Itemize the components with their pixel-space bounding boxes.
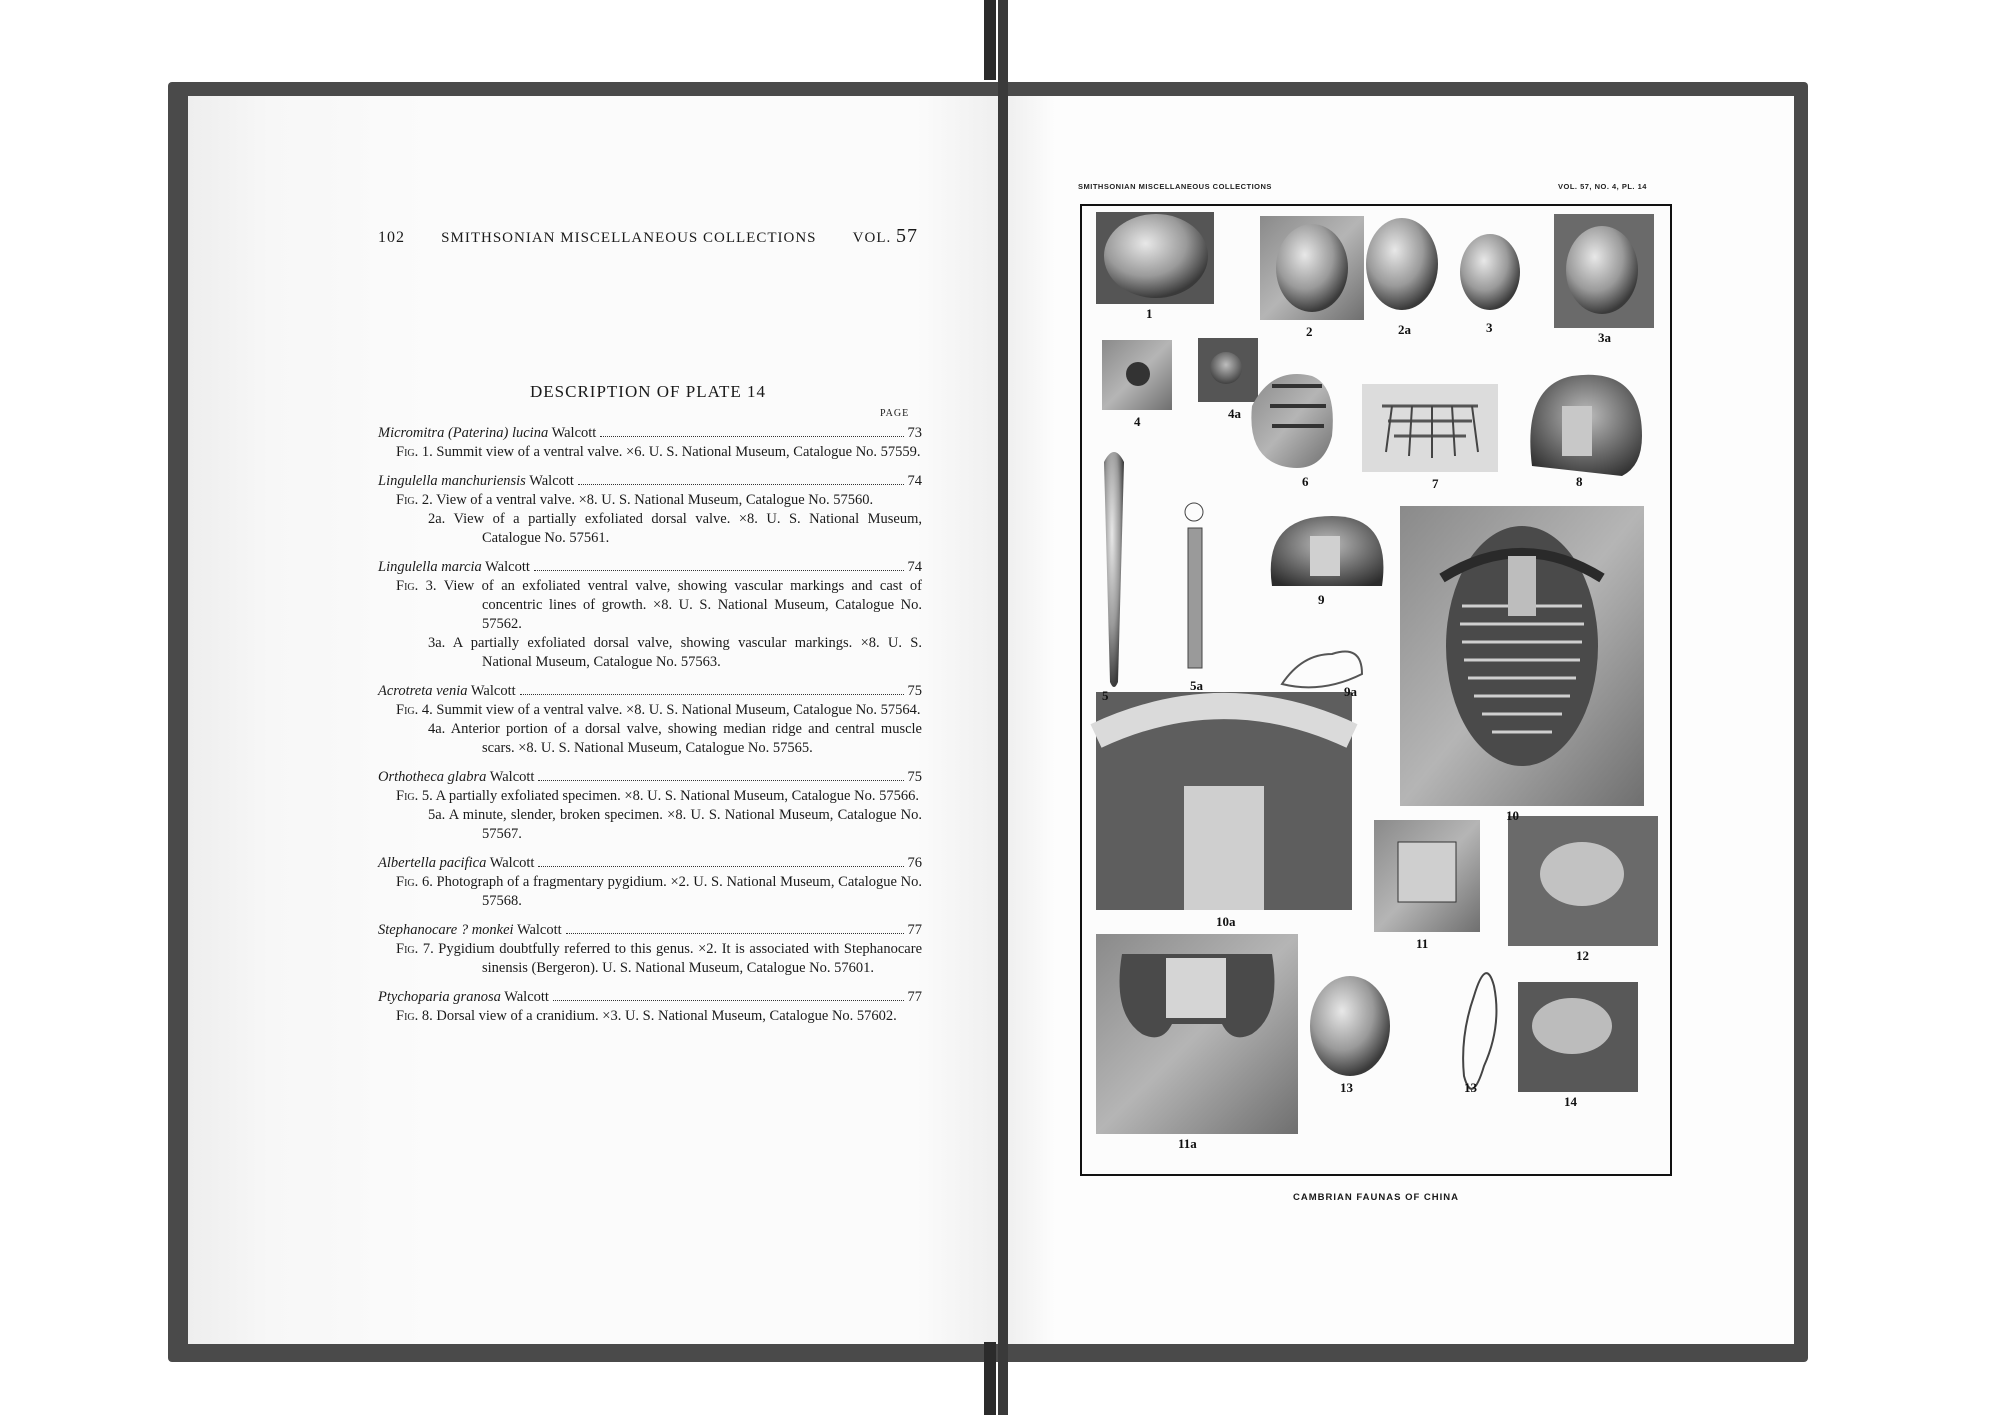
fossil-plate-illustration — [1082, 206, 1670, 1174]
figure-text: View of an exfoliated ventral valve, showing vascular markings and cast of concentric lines of growth. ×8. U. S. National Museum, Catalogue No. 57562. — [443, 578, 922, 632]
leader-dots — [553, 1000, 904, 1001]
fig-label-13-outline: 13 — [1464, 1080, 1477, 1095]
figure-text: Photograph of a fragmentary pygidium. ×2. U. S. National Museum, Catalogue No. 57568. — [436, 874, 923, 909]
species-name — [378, 768, 534, 787]
figure-label: Fig. 3. — [396, 578, 437, 594]
fig-label-5: 5 — [1102, 688, 1109, 703]
entry-heading — [378, 921, 922, 940]
plate-entry — [378, 424, 922, 462]
plate-entry — [378, 682, 922, 758]
figure-3a-specimen — [1554, 214, 1654, 328]
figure-1-specimen — [1096, 212, 1214, 304]
figure-label: Fig. 1. — [396, 444, 433, 460]
page-ref: 75 — [907, 683, 922, 699]
leader-dots — [600, 436, 903, 437]
species-name — [378, 988, 549, 1007]
figure-2a-specimen — [1366, 218, 1438, 310]
page-number: 102 — [378, 229, 405, 246]
sub-figure-description: 4a. Anterior portion of a dorsal valve, showing median ridge and central muscle scars. ×8. U. S. National Museum, Catalogue No. 57565. — [428, 721, 922, 756]
volume-label: VOL. — [852, 230, 892, 246]
figure-8-specimen — [1530, 375, 1642, 476]
figure-12-specimen — [1508, 816, 1658, 946]
book-spine — [998, 0, 1008, 1415]
species-author: Walcott — [470, 683, 516, 699]
species-name-italic: Ptychoparia granosa — [378, 989, 501, 1005]
figure-14-specimen — [1518, 982, 1638, 1092]
plate-header-left: SMITHSONIAN MISCELLANEOUS COLLECTIONS — [1078, 182, 1272, 191]
species-name-italic: Albertella pacifica — [378, 855, 487, 871]
sub-figure-description: 3a. A partially exfoliated dorsal valve, showing vascular markings. ×8. U. S. National Museum, Catalogue No. 57563. — [428, 635, 922, 670]
entry-heading — [378, 988, 922, 1007]
figure-5a-specimen — [1185, 503, 1203, 668]
figure-9a-specimen — [1282, 652, 1362, 688]
page-ref: 73 — [907, 425, 922, 441]
entry-heading — [378, 768, 922, 787]
page-ref: 77 — [907, 989, 922, 1005]
figure-text: View of a ventral valve. ×8. U. S. National Museum, Catalogue No. 57560. — [436, 492, 874, 508]
volume-number: 57 — [895, 225, 918, 247]
figure-11-specimen — [1374, 820, 1480, 932]
species-name — [378, 854, 534, 873]
species-name-italic: Lingulella marcia — [378, 559, 482, 575]
fig-label-10a: 10a — [1216, 914, 1236, 929]
figure-description — [378, 787, 922, 806]
figure-description — [378, 491, 922, 510]
fig-label-7: 7 — [1432, 476, 1439, 491]
plate-entry — [378, 854, 922, 911]
fig-label-2a: 2a — [1398, 322, 1411, 337]
fig-label-1: 1 — [1146, 306, 1153, 321]
figure-10a-specimen — [1096, 692, 1352, 910]
plate-entry — [378, 768, 922, 844]
figure-label: Fig. 6. — [396, 874, 433, 890]
entry-heading — [378, 558, 922, 577]
fig-label-6: 6 — [1302, 474, 1309, 489]
figure-description — [378, 577, 922, 634]
species-author: Walcott — [551, 425, 597, 441]
species-author: Walcott — [504, 989, 549, 1005]
figure-text: Summit view of a ventral valve. ×6. U. S. National Museum, Catalogue No. 57559. — [436, 444, 921, 460]
species-author: Walcott — [489, 769, 535, 785]
fig-label-10: 10 — [1506, 808, 1519, 823]
species-name — [378, 682, 516, 701]
running-head — [378, 225, 918, 248]
leader-dots — [534, 570, 904, 571]
figure-text: Summit view of a ventral valve. ×8. U. S. National Museum, Catalogue No. 57564. — [436, 702, 921, 718]
page-ref: 74 — [907, 473, 922, 489]
fig-label-4: 4 — [1134, 414, 1141, 429]
figure-label: Fig. 2. — [396, 492, 433, 508]
species-author: Walcott — [485, 559, 530, 575]
figure-label: Fig. 8. — [396, 1008, 433, 1024]
leader-dots — [538, 866, 903, 867]
page-ref: 76 — [907, 855, 922, 871]
fig-label-14: 14 — [1564, 1094, 1577, 1109]
figure-text: Pygidium doubtfully referred to this genus. ×2. It is associated with Stephanocare sinensis (Bergeron). U. S. National Museum, Catalogue No. 57601. — [438, 941, 923, 976]
species-name — [378, 424, 596, 443]
fig-label-11: 11 — [1416, 936, 1429, 951]
figure-11a-specimen — [1096, 934, 1298, 1134]
figure-description — [378, 873, 922, 911]
figure-9-specimen — [1271, 516, 1384, 586]
page-ref: 75 — [907, 769, 922, 785]
running-title: SMITHSONIAN MISCELLANEOUS COLLECTIONS — [441, 230, 817, 246]
bookmark-ribbon-top — [984, 0, 996, 80]
species-name — [378, 921, 562, 940]
species-name-italic: Stephanocare ? monkei — [378, 922, 514, 938]
figure-text: Dorsal view of a cranidium. ×3. U. S. National Museum, Catalogue No. 57602. — [436, 1008, 897, 1024]
bookmark-ribbon-bottom — [984, 1342, 996, 1415]
figure-13-specimen — [1310, 976, 1390, 1076]
species-author: Walcott — [489, 855, 535, 871]
sub-figure-description: 5a. A minute, slender, broken specimen. ×8. U. S. National Museum, Catalogue No. 57567. — [428, 807, 922, 842]
page-ref: 74 — [907, 559, 922, 575]
fig-label-4a: 4a — [1228, 406, 1241, 421]
figure-description — [378, 443, 922, 462]
figure-label: Fig. 5. — [396, 788, 433, 804]
figure-4a-specimen — [1198, 338, 1258, 402]
volume-ref — [853, 225, 918, 248]
plate-entry — [378, 472, 922, 548]
figure-description — [378, 940, 922, 978]
plate-entries — [378, 424, 922, 1036]
species-name-italic: Acrotreta venia — [378, 683, 468, 699]
species-author: Walcott — [516, 922, 562, 938]
plate-description-heading: DESCRIPTION OF PLATE 14 — [530, 382, 766, 401]
leader-dots — [566, 933, 904, 934]
fig-label-13: 13 — [1340, 1080, 1353, 1095]
figure-label: Fig. 4. — [396, 702, 433, 718]
fig-label-5a: 5a — [1190, 678, 1203, 693]
entry-heading — [378, 854, 922, 873]
fig-label-9: 9 — [1318, 592, 1325, 607]
figure-text: A partially exfoliated specimen. ×8. U. S. National Museum, Catalogue No. 57566. — [435, 788, 919, 804]
figure-10-specimen — [1400, 506, 1644, 806]
figure-3-specimen — [1460, 234, 1520, 310]
entry-heading — [378, 682, 922, 701]
plate-entry — [378, 558, 922, 672]
leader-dots — [520, 694, 904, 695]
figure-5-specimen — [1104, 452, 1124, 687]
figure-description — [378, 1007, 922, 1026]
sub-figure-description: 2a. View of a partially exfoliated dorsal valve. ×8. U. S. National Museum, Catalogue No. 57561. — [428, 511, 922, 546]
leader-dots — [538, 780, 903, 781]
fig-label-3a: 3a — [1598, 330, 1611, 345]
figure-label: Fig. 7. — [396, 941, 434, 957]
page-ref: 77 — [907, 922, 922, 938]
fig-label-2: 2 — [1306, 324, 1313, 339]
species-name-italic: Lingulella manchuriensis — [378, 473, 526, 489]
figure-6-specimen — [1251, 374, 1332, 468]
entry-heading — [378, 424, 922, 443]
fig-label-11a: 11a — [1178, 1136, 1197, 1151]
plate-caption: CAMBRIAN FAUNAS OF CHINA — [1293, 1192, 1459, 1203]
plate-entry — [378, 921, 922, 978]
fossil-plate — [1080, 204, 1672, 1176]
fig-label-9a: 9a — [1344, 684, 1357, 699]
species-name-italic: Micromitra (Paterina) lucina — [378, 425, 549, 441]
figure-2-specimen — [1260, 216, 1364, 320]
species-name-italic: Orthotheca glabra — [378, 769, 487, 785]
fig-label-3: 3 — [1486, 320, 1493, 335]
entry-heading — [378, 472, 922, 491]
figure-4-specimen — [1102, 340, 1172, 410]
species-name — [378, 558, 530, 577]
page-column-label: PAGE — [880, 408, 910, 419]
fig-label-12: 12 — [1576, 948, 1589, 963]
species-name — [378, 472, 574, 491]
leader-dots — [578, 484, 904, 485]
figure-7-specimen — [1362, 384, 1498, 472]
plate-entry — [378, 988, 922, 1026]
figure-description — [378, 701, 922, 720]
plate-header-right: VOL. 57, NO. 4, PL. 14 — [1558, 182, 1647, 191]
species-author: Walcott — [529, 473, 574, 489]
figure-13-outline — [1463, 973, 1496, 1089]
fig-label-8: 8 — [1576, 474, 1583, 489]
